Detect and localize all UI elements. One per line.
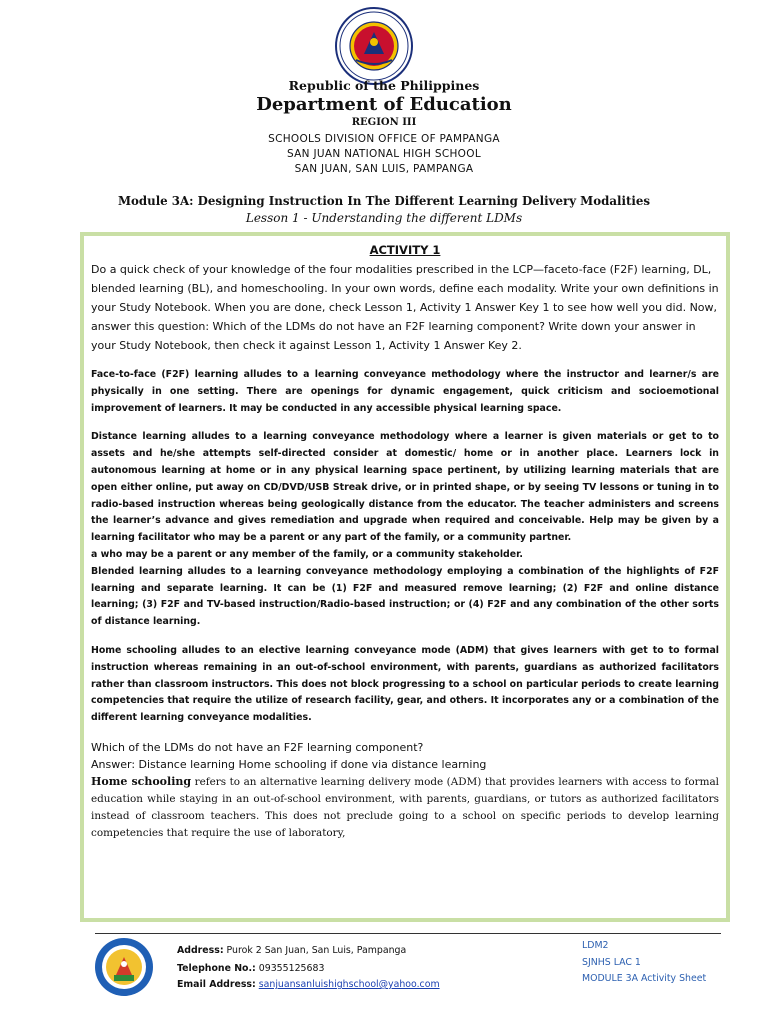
footer-sheet-label: MODULE 3A Activity Sheet xyxy=(582,973,707,984)
footer-phone xyxy=(177,963,324,974)
footer-divider xyxy=(95,933,721,934)
footer-email xyxy=(177,979,440,990)
f2f-definition: Face-to-face (F2F) learning alludes to a learning conveyance methodology where the instructor and learner/s are physically in one setting. There are openings for dynamic engagement, quick criticism and socioemotional improvement of learners. It may be conducted in any accessible physical learning space. xyxy=(91,369,719,414)
blended-learning-definition: Blended learning alludes to a learning conveyance methodology employing a combination of the highlights of F2F learning and separate learning. It can be (1) F2F and measured remove learning; (2) F2F and online distance learning; (3) F2F and TV-based instruction/Radio-based instruction; or (4) F2F and any combination of the other sorts of distance learning. xyxy=(91,565,719,628)
question-text: Which of the LDMs do not have an F2F learning component? xyxy=(91,740,424,754)
footer-phone-label: Telephone No.: xyxy=(177,963,256,974)
school-address-heading: SAN JUAN, SAN LUIS, PAMPANGA xyxy=(294,163,474,175)
answer-text: Answer: Distance learning Home schooling if done via distance learning xyxy=(91,757,487,771)
republic-heading: Republic of the Philippines xyxy=(288,78,480,93)
division-heading: SCHOOLS DIVISION OFFICE OF PAMPANGA xyxy=(268,133,500,145)
distance-learning-definition: Distance learning alludes to a learning conveyance methodology where a learner is given materials or get to to assets and he/she attempts self-directed consider at domestic/ home or in another place. Learners lock in autonomous learning at home or in any physical learning space pertinent, by utilizing learning materials that are open either online, put away on CD/DVD/USB Streak drive, or in printed shape, or by seeing TV lessons or tuning in to radio-based instruction whereas being geologically distance from the educator. The teacher administers and screens the learner’s advance and gives remediation and upgrade when required and conceivable. Help may be given by a learning facilitator who may be a parent or any part of the family, or a community partner. xyxy=(91,431,719,544)
footer-address-label: Address: xyxy=(177,945,224,956)
activity-box xyxy=(80,232,730,922)
footer-email-link[interactable]: sanjuansanluishighschool@yahoo.com xyxy=(258,979,440,990)
footer-phone-value: 09355125683 xyxy=(255,963,325,974)
department-heading: Department of Education xyxy=(256,94,512,115)
footer-address-value: Purok 2 San Juan, San Luis, Pampanga xyxy=(223,945,407,956)
lesson-title: Lesson 1 - Understanding the different LDMs xyxy=(245,211,523,225)
deped-seal-icon xyxy=(334,6,414,86)
home-schooling-definition: Home schooling alludes to an elective learning conveyance mode (ADM) that gives learners with get to to formal instruction whereas remaining in an out-of-school environment, with parents, guardians as authorized facilitators rather than classroom instructors. This does not block progressing to a school on particular periods to create learning competencies that require the utilize of research facility, gear, and others. It incorporates any or a combination of the different learning conveyance modalities. xyxy=(91,644,719,724)
footer-ldm-label: LDM2 xyxy=(582,940,609,951)
school-heading: SAN JUAN NATIONAL HIGH SCHOOL xyxy=(287,148,481,160)
home-schooling-reference xyxy=(91,773,719,842)
home-schooling-reference-text: refers to an alternative learning delivery mode (ADM) that provides learners with access to formal education while staying in an out-of-school environment, with parents, guardians, or tutors as authorized facilitators instead of classroom teachers. This does not preclude going to a school on specific periods to develop learning competencies that require the use of laboratory, xyxy=(91,775,719,839)
activity-instructions: Do a quick check of your knowledge of the four modalities prescribed in the LCP—faceto-face (F2F) learning, DL, blended learning (BL), and homeschooling. In your own words, define each modality. Write your own definitions in your Study Notebook. When you are done, check Lesson 1, Activity 1 Answer Key 1 to see how well you did. Now, answer this question: Which of the LDMs do not have an F2F learning component? Write down your answer in your Study Notebook, then check it against Lesson 1, Activity 1 Answer Key 2. xyxy=(91,263,719,352)
footer-lac-label: SJNHS LAC 1 xyxy=(582,957,641,968)
module-title: Module 3A: Designing Instruction In The Different Learning Delivery Modalities xyxy=(117,194,651,208)
distance-learning-note: a who may be a parent or any member of the family, or a community stakeholder. xyxy=(91,548,523,560)
region-heading: REGION III xyxy=(351,117,417,128)
footer-address xyxy=(177,945,406,956)
school-logo-icon xyxy=(94,937,154,997)
footer-email-label: Email Address: xyxy=(177,979,256,990)
activity-title: ACTIVITY 1 xyxy=(369,243,441,257)
home-schooling-term: Home schooling xyxy=(91,774,192,788)
